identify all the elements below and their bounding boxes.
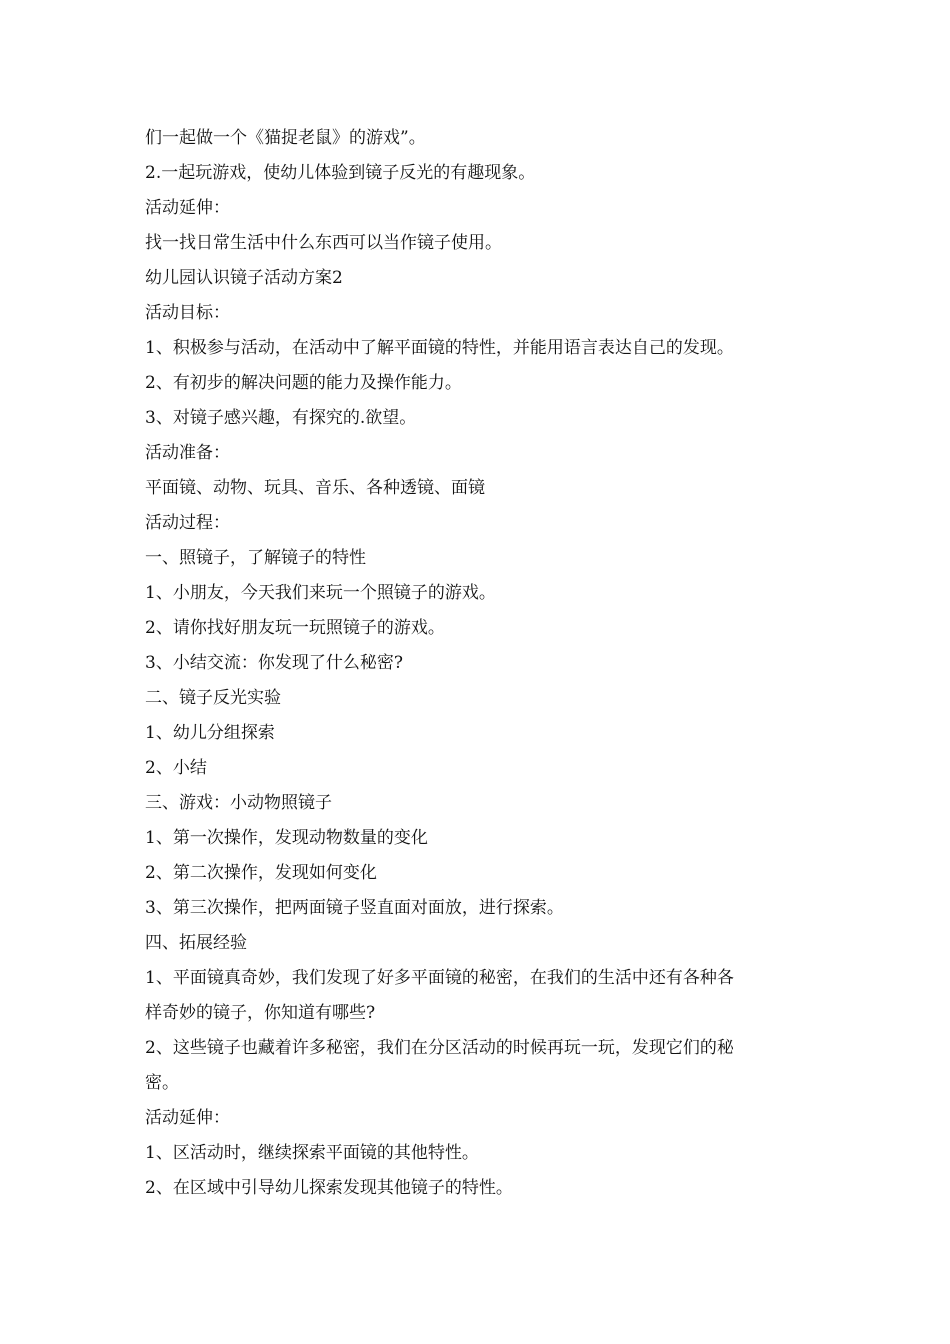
text-line: 2、这些镜子也藏着许多秘密，我们在分区活动的时候再玩一玩，发现它们的秘 [145,1038,734,1058]
text-line: 2、在区域中引导幼儿探索发现其他镜子的特性。 [145,1178,513,1198]
subsection-heading: 三、游戏：小动物照镜子 [145,793,332,813]
text-line: 3、小结交流：你发现了什么秘密? [145,653,403,673]
text-line: 1、区活动时，继续探索平面镜的其他特性。 [145,1143,479,1163]
text-line: 2、有初步的解决问题的能力及操作能力。 [145,373,462,393]
text-line: 1、小朋友，今天我们来玩一个照镜子的游戏。 [145,583,496,603]
subsection-heading: 四、拓展经验 [145,933,247,953]
subsection-heading: 二、镜子反光实验 [145,688,281,708]
text-line: 2.一起玩游戏，使幼儿体验到镜子反光的有趣现象。 [145,163,536,183]
text-line: 样奇妙的镜子，你知道有哪些? [145,1003,376,1023]
section-heading: 活动过程： [145,513,230,533]
document-title: 幼儿园认识镜子活动方案2 [145,268,343,288]
text-line: 3、对镜子感兴趣，有探究的.欲望。 [145,408,417,428]
text-line: 平面镜、动物、玩具、音乐、各种透镜、面镜 [145,478,485,498]
text-line: 们一起做一个《猫捉老鼠》的游戏”。 [145,128,426,148]
text-line: 2、请你找好朋友玩一玩照镜子的游戏。 [145,618,445,638]
subsection-heading: 一、照镜子，了解镜子的特性 [145,548,366,568]
text-line: 1、平面镜真奇妙，我们发现了好多平面镜的秘密，在我们的生活中还有各种各 [145,968,734,988]
text-line: 2、第二次操作，发现如何变化 [145,863,377,883]
text-line: 1、积极参与活动，在活动中了解平面镜的特性，并能用语言表达自己的发现。 [145,338,734,358]
section-heading: 活动准备： [145,443,230,463]
text-line: 2、小结 [145,758,207,778]
text-line: 找一找日常生活中什么东西可以当作镜子使用。 [145,233,502,253]
section-heading: 活动延伸： [145,198,230,218]
section-heading: 活动延伸： [145,1108,230,1128]
text-line: 密。 [145,1073,179,1093]
text-line: 1、第一次操作，发现动物数量的变化 [145,828,428,848]
text-line: 1、幼儿分组探索 [145,723,275,743]
text-line: 3、第三次操作，把两面镜子竖直面对面放，进行探索。 [145,898,564,918]
section-heading: 活动目标： [145,303,230,323]
document-body [145,121,815,1206]
